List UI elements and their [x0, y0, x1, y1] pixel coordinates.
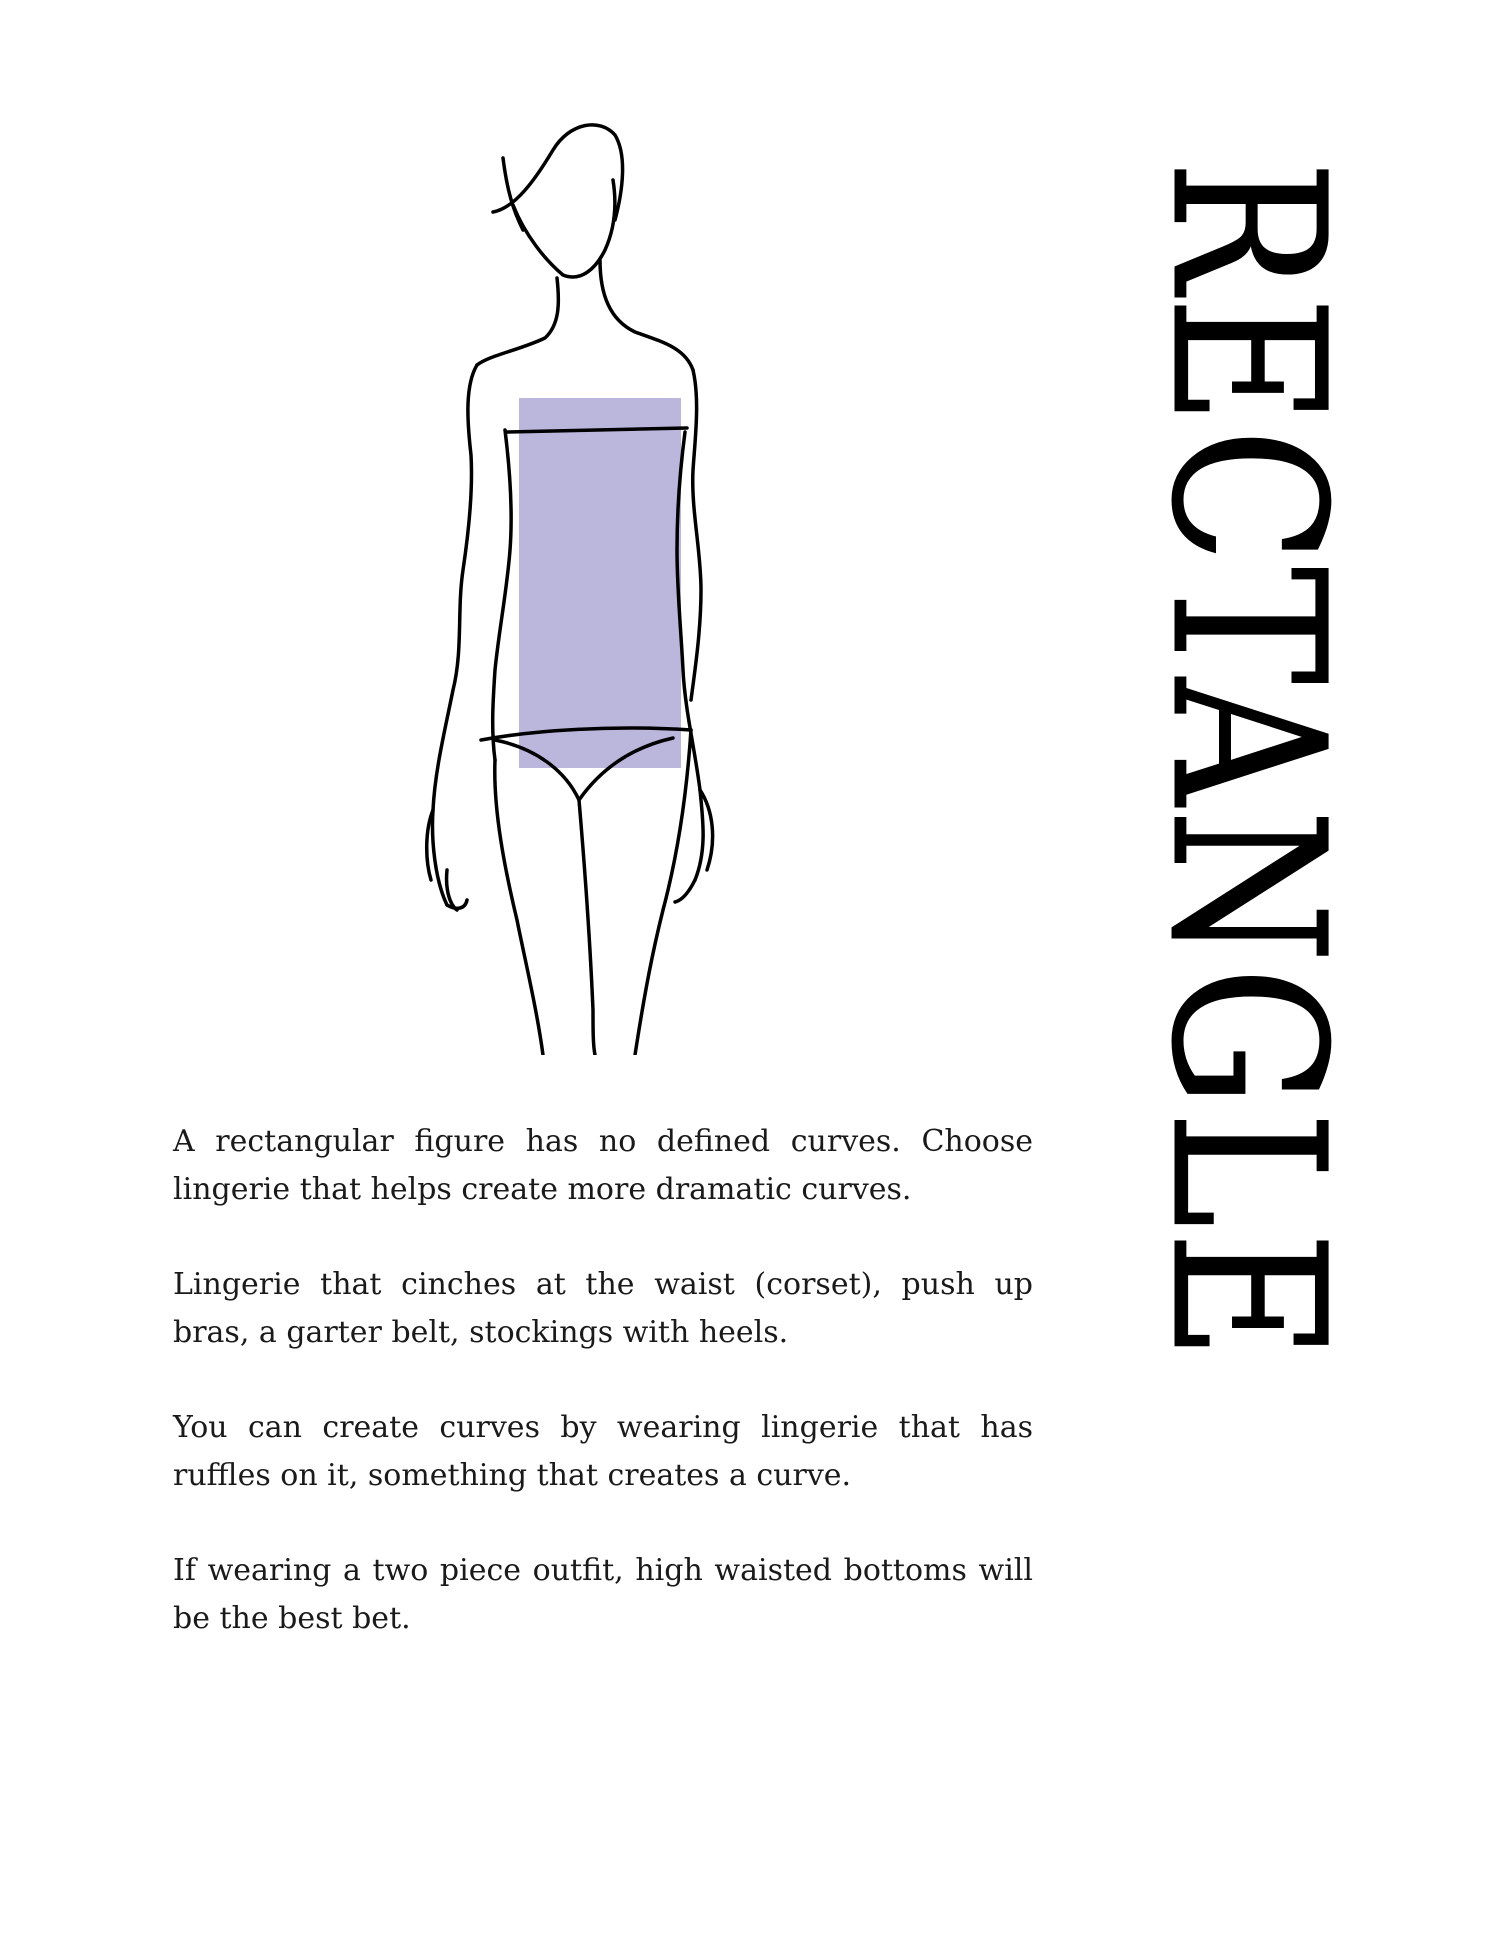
body-figure-illustration — [395, 110, 775, 1055]
left-leg — [495, 760, 543, 1055]
body-text — [173, 1118, 1033, 1690]
torso-left — [493, 430, 512, 760]
paragraph-3: You can create curves by wearing lingerie that has ruffles on it, something that creates a curve. — [173, 1410, 1033, 1493]
rectangle-shape-highlight — [519, 398, 681, 768]
neck-right — [600, 260, 693, 370]
page-title-vertical: RECTANGLE — [1125, 160, 1370, 1364]
body-outline-icon — [395, 110, 775, 1055]
paragraph-1: A rectangular figure has no defined curves. Choose lingerie that helps create more dramatic curves. — [173, 1124, 1033, 1207]
torso-right — [691, 370, 701, 700]
inner-left-leg — [579, 800, 595, 1055]
paragraph-2: Lingerie that cinches at the waist (corset), push up bras, a garter belt, stockings with heels. — [173, 1267, 1033, 1350]
right-hand — [675, 790, 713, 902]
right-leg — [635, 730, 691, 1055]
neck-left — [477, 278, 558, 365]
left-arm — [433, 365, 477, 905]
paragraph-4: If wearing a two piece outfit, high waisted bottoms will be the best bet. — [173, 1553, 1033, 1636]
